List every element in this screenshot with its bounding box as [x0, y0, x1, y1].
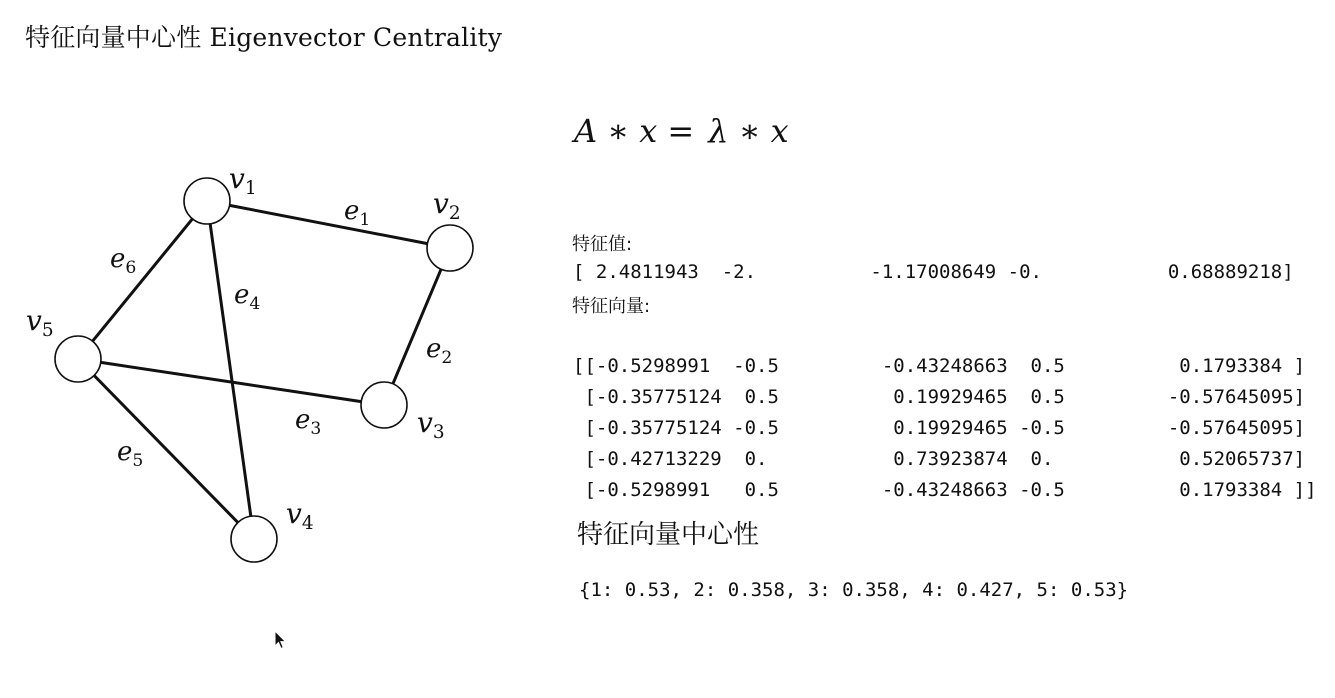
edge-e4	[210, 224, 251, 516]
edge-e1	[230, 205, 428, 243]
edge-e6	[93, 219, 193, 341]
vector-symbol-right: x	[770, 112, 789, 150]
eigenvector-row: [-0.35775124 0.5 0.19929465 0.5 -0.57645095]	[573, 386, 1306, 408]
node-label-v4: $v_4$	[286, 497, 314, 534]
node-v5	[55, 336, 101, 382]
multiply-operator-2: ∗	[738, 112, 761, 150]
graph-diagram	[0, 0, 560, 698]
node-label-v2: $v_2$	[433, 187, 461, 224]
edge-e2	[393, 269, 441, 384]
node-label-v5: $v_5$	[26, 304, 54, 341]
eigenvector-row: [-0.35775124 -0.5 0.19929465 -0.5 -0.57645095]	[573, 417, 1306, 439]
node-v2	[427, 225, 473, 271]
node-label-v3: $v_3$	[417, 406, 445, 443]
graph-edges	[93, 205, 442, 522]
edge-label-e5: $e_5$	[117, 437, 144, 471]
eigenvector-row: [-0.42713229 0. 0.73923874 0. 0.52065737]	[573, 448, 1306, 470]
matrix-symbol: A	[574, 112, 598, 150]
eigenvector-row: [[-0.5298991 -0.5 -0.43248663 0.5 0.1793384 ]	[573, 355, 1306, 377]
node-label-v1: $v_1$	[229, 162, 257, 199]
centrality-section-title: 特征向量中心性	[577, 520, 760, 550]
edge-label-e2: $e_2$	[426, 334, 453, 368]
eigenvalues-label: 特征值:	[572, 234, 633, 255]
edge-label-e4: $e_4$	[234, 280, 261, 314]
graph-nodes	[55, 178, 473, 562]
page-title: 特征向量中心性 Eigenvector Centrality	[25, 23, 503, 52]
edge-e5	[94, 375, 238, 522]
eigenvectors-label: 特征向量:	[572, 296, 651, 317]
eigen-equation	[574, 112, 789, 150]
edge-label-e1: $e_1$	[344, 196, 371, 230]
edge-label-e3: $e_3$	[295, 405, 322, 439]
node-v4	[231, 516, 277, 562]
node-v1	[184, 178, 230, 224]
vector-symbol-left: x	[639, 112, 658, 150]
multiply-operator-1: ∗	[607, 112, 630, 150]
edge-label-e6: $e_6$	[110, 244, 137, 278]
eigenvectors-matrix	[573, 320, 1317, 506]
equals-sign: =	[667, 112, 695, 150]
lambda-symbol: λ	[708, 112, 729, 150]
node-v3	[361, 382, 407, 428]
centrality-result: {1: 0.53, 2: 0.358, 3: 0.358, 4: 0.427, 5: 0.53}	[579, 579, 1129, 601]
eigenvector-row: [-0.5298991 0.5 -0.43248663 -0.5 0.1793384 ]]	[573, 479, 1317, 501]
eigenvalues-row: [ 2.4811943 -2. -1.17008649 -0. 0.68889218]	[573, 261, 1294, 283]
mouse-pointer-icon	[274, 630, 288, 650]
